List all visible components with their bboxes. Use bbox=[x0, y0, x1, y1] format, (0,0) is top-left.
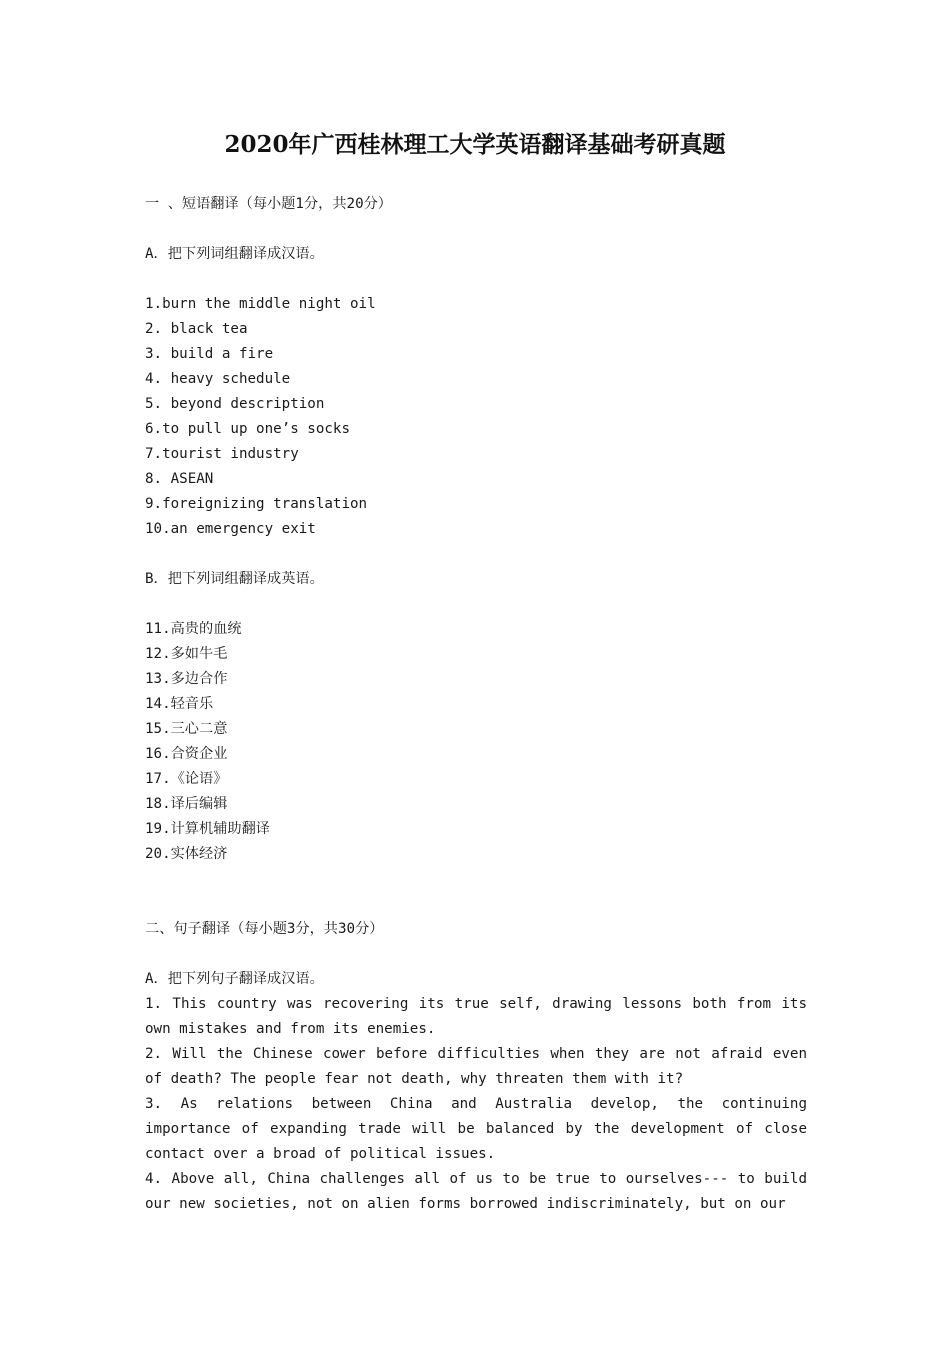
phrase-item: 19.计算机辅助翻译 bbox=[145, 821, 270, 837]
section1-partB-instruction: B．把下列词组翻译成英语。 bbox=[145, 571, 324, 587]
phrase-item: 8. ASEAN bbox=[145, 471, 214, 487]
phrase-item: 4. heavy schedule bbox=[145, 371, 291, 387]
phrase-item: 5. beyond description bbox=[145, 396, 325, 412]
phrase-item: 1.burn the middle night oil bbox=[145, 296, 376, 312]
phrase-item: 13.多边合作 bbox=[145, 671, 228, 687]
phrase-item: 6.to pull up one’s socks bbox=[145, 421, 350, 437]
section1-heading: 一 、短语翻译（每小题1分，共20分） bbox=[145, 196, 392, 212]
sentence-item: 3. As relations between China and Australia develop, the continuing importance of expanding trade will be balanced by the development of close contact over a broad of political issues. bbox=[145, 1096, 807, 1162]
section2-heading: 二、句子翻译（每小题3分，共30分） bbox=[145, 921, 384, 937]
section2-partA-instruction: A．把下列句子翻译成汉语。 bbox=[145, 971, 324, 987]
phrase-item: 7.tourist industry bbox=[145, 446, 299, 462]
phrase-item: 15.三心二意 bbox=[145, 721, 228, 737]
phrase-item: 16.合资企业 bbox=[145, 746, 228, 762]
section1-partA-instruction: A．把下列词组翻译成汉语。 bbox=[145, 246, 324, 262]
phrase-item: 11.高贵的血统 bbox=[145, 621, 242, 637]
phrase-item: 9.foreignizing translation bbox=[145, 496, 368, 512]
document-title: 2020年广西桂林理工大学英语翻译基础考研真题 bbox=[224, 131, 726, 158]
phrase-item: 2. black tea bbox=[145, 321, 248, 337]
sentence-item: 2. Will the Chinese cower before difficulties when they are not afraid even of death? The people fear not death, why threaten them with it? bbox=[145, 1046, 807, 1087]
document-body bbox=[145, 192, 807, 1217]
phrase-item: 3. build a fire bbox=[145, 346, 274, 362]
phrase-item: 17.《论语》 bbox=[145, 771, 228, 787]
phrase-item: 20.实体经济 bbox=[145, 846, 228, 862]
sentence-item: 4. Above all, China challenges all of us to be true to ourselves--- to build our new societies, not on alien forms borrowed indiscriminately, but on our bbox=[145, 1171, 807, 1212]
sentence-item: 1. This country was recovering its true self, drawing lessons both from its own mistakes and from its enemies. bbox=[145, 996, 807, 1037]
phrase-item: 18.译后编辑 bbox=[145, 796, 228, 812]
phrase-item: 12.多如牛毛 bbox=[145, 646, 228, 662]
phrase-item: 10.an emergency exit bbox=[145, 521, 316, 537]
phrase-item: 14.轻音乐 bbox=[145, 696, 214, 712]
